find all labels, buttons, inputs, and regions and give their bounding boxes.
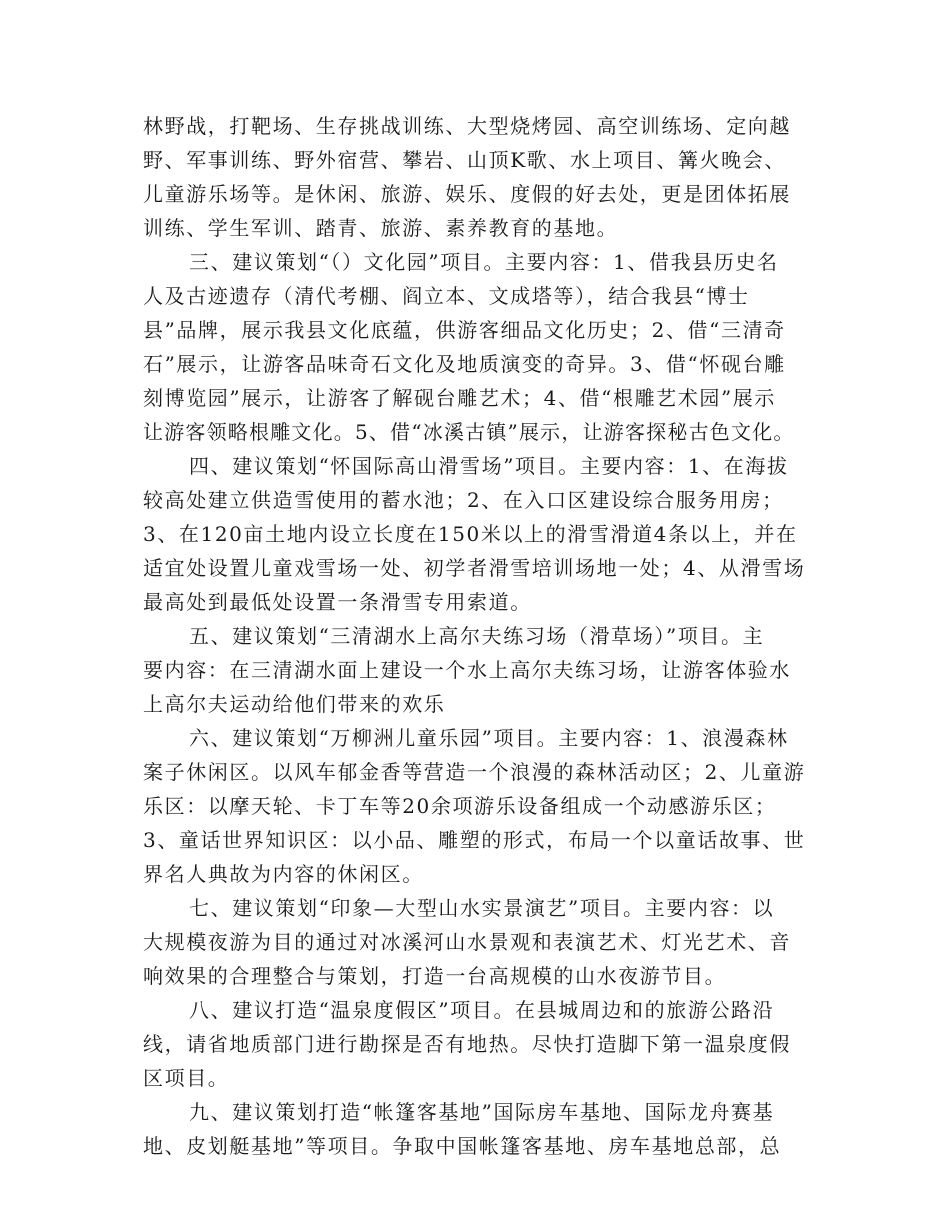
paragraph-first-line: 三、建议策划“（）文化园”项目。主要内容：1、借我县历史名 (189, 250, 779, 274)
text-line: 训练、学生军训、踏青、旅游、素养教育的基地。 (143, 216, 619, 240)
text-line: 适宜处设置儿童戏雪场一处、初学者滑雪培训场地一处；4、从滑雪场 (143, 556, 806, 580)
text-line: 界名人典故为内容的休闲区。 (143, 862, 424, 886)
text-line: 让游客领略根雕文化。5、借“冰溪古镇”展示，让游客探秘古色文化。 (143, 420, 795, 444)
text-line: 人及古迹遗存（清代考棚、阎立本、文成塔等），结合我县“博士 (143, 284, 750, 308)
text-line: 要内容：在三清湖水面上建设一个水上高尔夫练习场，让游客体验水 (143, 658, 791, 682)
text-line: 野、军事训练、野外宿营、攀岩、山顶K歌、水上项目、篝火晚会、 (143, 148, 786, 172)
paragraph-first-line: 六、建议策划“万柳洲儿童乐园”项目。主要内容：1、浪漫森林 (189, 726, 789, 750)
paragraph-first-line: 八、建议打造“温泉度假区”项目。在县城周边和的旅游公路沿 (189, 998, 775, 1022)
paragraph-first-line: 七、建议策划“印象—大型山水实景演艺”项目。主要内容：以 (189, 896, 775, 920)
text-line: 儿童游乐场等。是休闲、旅游、娱乐、度假的好去处，更是团体拓展 (143, 182, 791, 206)
paragraph-first-line: 五、建议策划“三清湖水上高尔夫练习场（滑草场）”项目。主 (189, 624, 765, 648)
text-line: 林野战，打靶场、生存挑战训练、大型烧烤园、高空训练场、定向越 (143, 114, 791, 138)
text-line: 地、皮划艇基地”等项目。争取中国帐篷客基地、房车基地总部，总 (143, 1134, 782, 1158)
text-line: 案子休闲区。以风车郁金香等营造一个浪漫的森林活动区；2、儿童游 (143, 760, 806, 784)
text-line: 大规模夜游为目的通过对冰溪河山水景观和表演艺术、灯光艺术、音 (143, 930, 791, 954)
text-line: 乐区：以摩天轮、卡丁车等20余项游乐设备组成一个动感游乐区； (143, 794, 777, 818)
text-line: 3、童话世界知识区：以小品、雕塑的形式，布局一个以童话故事、世 (143, 828, 806, 852)
paragraph-first-line: 四、建议策划“怀国际高山滑雪场”项目。主要内容：1、在海拔 (189, 454, 789, 478)
paragraph-first-line: 九、建议策划打造“帐篷客基地”国际房车基地、国际龙舟赛基 (189, 1100, 775, 1124)
text-line: 刻博览园”展示，让游客了解砚台雕艺术；4、借“根雕艺术园”展示 (143, 386, 776, 410)
text-line: 3、在120亩土地内设立长度在150米以上的滑雪滑道4条以上，并在 (143, 522, 798, 546)
text-line: 石”展示，让游客品味奇石文化及地质演变的奇异。3、借“怀砚台雕 (143, 352, 786, 376)
text-line: 响效果的合理整合与策划，打造一台高规模的山水夜游节目。 (143, 964, 727, 988)
text-line: 最高处到最低处设置一条滑雪专用索道。 (143, 590, 532, 614)
text-line: 县”品牌，展示我县文化底蕴，供游客细品文化历史；2、借“三清奇 (143, 318, 786, 342)
text-line: 较高处建立供造雪使用的蓄水池；2、在入口区建设综合服务用房； (143, 488, 784, 512)
text-line: 区项目。 (143, 1066, 230, 1090)
text-line: 上高尔夫运动给他们带来的欢乐 (143, 692, 446, 716)
text-line: 线，请省地质部门进行勘探是否有地热。尽快打造脚下第一温泉度假 (143, 1032, 791, 1056)
